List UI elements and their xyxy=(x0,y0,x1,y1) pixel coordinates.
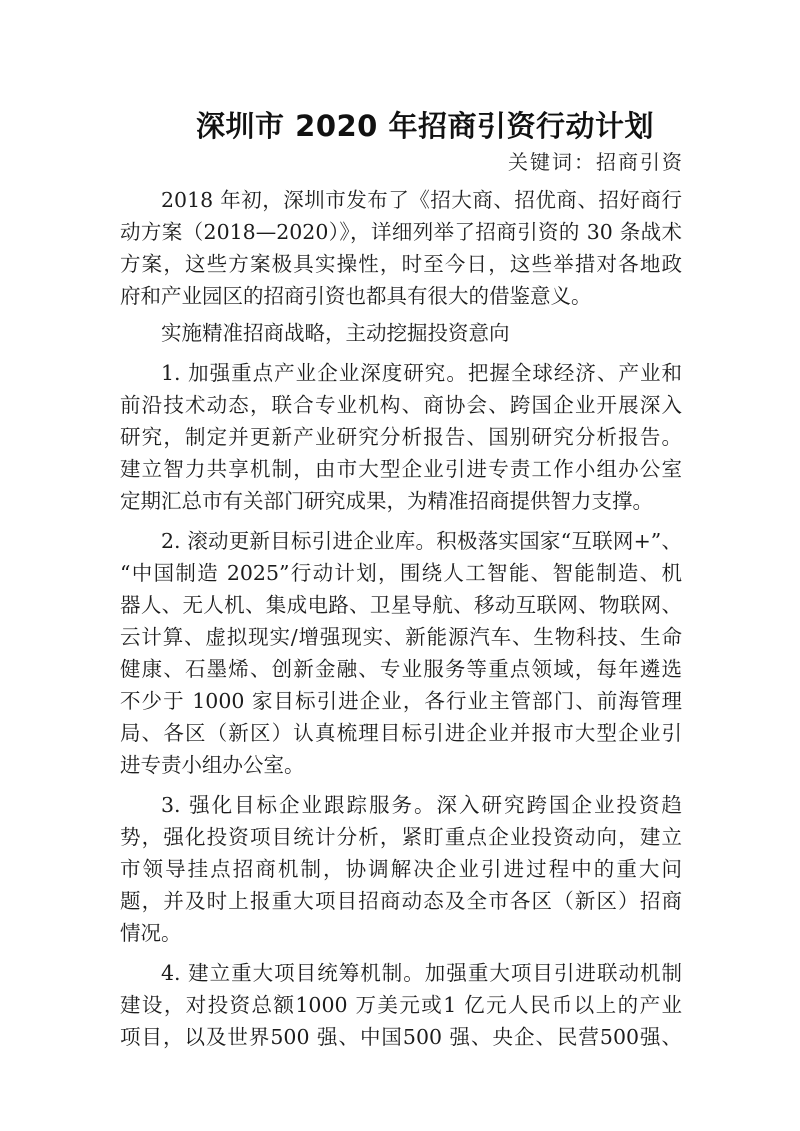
document-title: 深圳市 2020 年招商引资行动计划 xyxy=(196,109,654,143)
paragraph-line: 健康、石墨烯、创新金融、专业服务等重点领域，每年遴选 xyxy=(120,657,682,681)
paragraph-line: 建立智力共享机制，由市大型企业引进专责工作小组办公室 xyxy=(120,457,682,481)
paragraph-line: 4. 建立重大项目统筹机制。加强重大项目引进联动机制 xyxy=(161,961,682,985)
paragraph-line: 进专责小组办公室。 xyxy=(120,753,305,777)
paragraph-line: 势，强化投资项目统计分析，紧盯重点企业投资动向，建立 xyxy=(120,825,682,849)
paragraph-line: 不少于 1000 家目标引进企业，各行业主管部门、前海管理 xyxy=(120,689,682,713)
section-heading: 实施精准招商战略，主动挖掘投资意向 xyxy=(161,321,510,345)
paragraph-line: 动方案（2018—2020）》，详细列举了招商引资的 30 条战术 xyxy=(120,220,682,244)
paragraph-line: 定期汇总市有关部门研究成果，为精准招商提供智力支撑。 xyxy=(120,489,653,513)
paragraph-line: 市领导挂点招商机制，协调解决企业引进过程中的重大问 xyxy=(120,857,682,881)
paragraph-line: 1. 加强重点产业企业深度研究。把握全球经济、产业和 xyxy=(161,361,682,385)
paragraph-line: 项目，以及世界500 强、中国500 强、央企、民营500强、 xyxy=(120,1025,682,1049)
keywords-line: 关键词：招商引资 xyxy=(508,150,684,174)
paragraph-line: 前沿技术动态，联合专业机构、商协会、跨国企业开展深入 xyxy=(120,393,682,417)
paragraph-line: 3. 强化目标企业跟踪服务。深入研究跨国企业投资趋 xyxy=(161,793,682,817)
paragraph-line: 局、各区（新区）认真梳理目标引进企业并报市大型企业引 xyxy=(120,721,682,745)
paragraph-line: 建设，对投资总额1000 万美元或1 亿元人民币以上的产业 xyxy=(120,993,682,1017)
paragraph-line: 府和产业园区的招商引资也都具有很大的借鉴意义。 xyxy=(120,284,592,308)
paragraph-line: 器人、无人机、集成电路、卫星导航、移动互联网、物联网、 xyxy=(120,593,682,617)
paragraph-line: 2. 滚动更新目标引进企业库。积极落实国家“互联网+”、 xyxy=(161,529,682,553)
paragraph-line: 研究，制定并更新产业研究分析报告、国别研究分析报告。 xyxy=(120,425,682,449)
paragraph-line: 情况。 xyxy=(120,921,182,945)
paragraph-line: 云计算、虚拟现实/增强现实、新能源汽车、生物科技、生命 xyxy=(120,625,682,649)
paragraph-line: 方案，这些方案极具实操性，时至今日，这些举措对各地政 xyxy=(120,252,682,276)
paragraph-line: 2018 年初，深圳市发布了《招大商、招优商、招好商行 xyxy=(161,188,682,212)
paragraph-line: 题，并及时上报重大项目招商动态及全市各区（新区）招商 xyxy=(120,889,682,913)
paragraph-line: “中国制造 2025”行动计划，围绕人工智能、智能制造、机 xyxy=(120,561,682,585)
